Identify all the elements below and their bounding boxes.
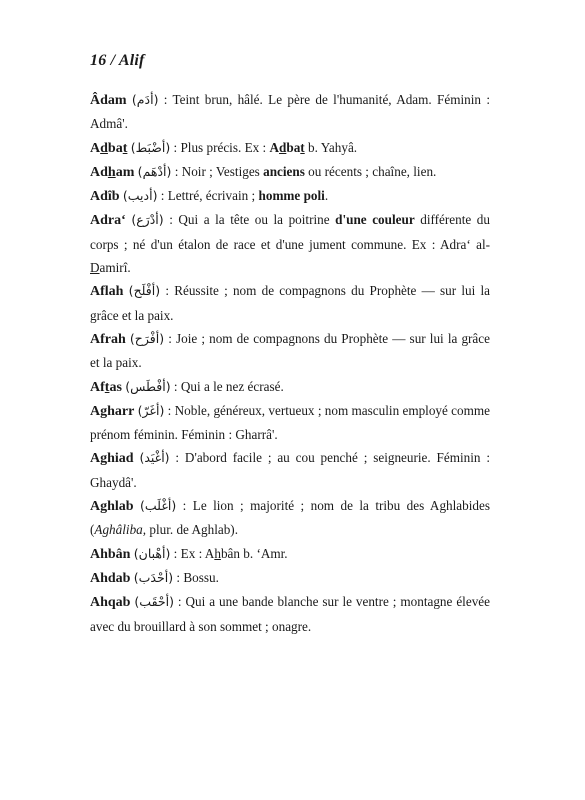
- entry-arabic: (أغَرّ): [137, 402, 165, 418]
- dictionary-page: [90, 52, 490, 638]
- entry-arabic: (أفْلَح): [128, 283, 161, 299]
- entry-arabic: (أفْطَس): [125, 378, 171, 394]
- entry-adbat: Adbat (أضْبَط) : Plus précis. Ex : Adbat b. Yahyâ.: [90, 139, 358, 156]
- entry-agharr: [90, 399, 490, 447]
- entry-arabic: (أدْهَم): [137, 163, 172, 179]
- entry-headword: Agharr: [90, 403, 135, 419]
- entry-definition: : Teint brun, hâlé. Le père de l'humanité, Adam. Féminin : Admâ'.: [90, 92, 490, 132]
- entry-ahqab: [90, 590, 490, 638]
- section-title: / Alif: [110, 52, 145, 69]
- entry-definition: : Noir ; Vestiges: [171, 163, 264, 179]
- entry-headword: Ahdab: [90, 570, 131, 586]
- entry-definition: : Ex : A: [170, 545, 215, 561]
- entry-adham: Adham (أدْهَم) : Noir ; Vestiges anciens ou récents ; chaîne, lien.: [90, 163, 437, 180]
- entry-arabic: (أدَم): [131, 92, 159, 107]
- entry-definition: : Noble, généreux, vertueux ; nom masculin employé comme prénom féminin. Féminin : Gharrâ'.: [90, 402, 490, 443]
- entry-headword: Adîb: [90, 189, 120, 205]
- entry-headword: Aghiad: [90, 451, 134, 467]
- entry-arabic: (أفْرَح): [129, 330, 165, 346]
- entry-definition: : Lettré, écrivain ;: [157, 188, 259, 204]
- entry-definition: : Bossu.: [173, 569, 219, 585]
- entry-headword: Aftas: [90, 379, 122, 395]
- entry-aghiad: [90, 446, 490, 494]
- entry-headword: Adra‘: [90, 213, 126, 229]
- entry-aghlab: Aghlab (أغْلَب) : Le lion ; majorité ; nom de la tribu des Aghlabides (Aghâliba, plur. de Aghlab).: [90, 498, 491, 538]
- entry-arabic: (أغْلَب): [140, 498, 177, 514]
- entry-arabic: (أضْبَط): [130, 139, 171, 155]
- entry-arabic: (أحْقَب): [134, 594, 174, 610]
- entry-headword: Ahqab: [90, 595, 131, 611]
- entry-adam: [90, 88, 490, 136]
- entry-headword: Adbat: [90, 140, 128, 156]
- entry-definition: : Réussite ; nom de compagnons du Prophète — sur lui la grâce et la paix.: [90, 283, 490, 323]
- example-name: Adbat: [269, 139, 305, 155]
- entry-headword: Afrah: [90, 331, 126, 347]
- entry-definition: : Qui a une bande blanche sur le ventre ; montagne élevée avec du brouillard à son sommet ; onagre.: [90, 594, 490, 634]
- entry-arabic: (أدْرَع): [131, 212, 164, 228]
- entry-definition: : Plus précis. Ex :: [170, 139, 270, 155]
- entry-aflah: [90, 279, 490, 327]
- entry-adib: Adîb (أديب) : Lettré, écrivain ; homme poli.: [90, 188, 329, 205]
- entry-headword: Aghlab: [90, 499, 134, 515]
- entry-definition: : D'abord facile ; au cou penché ; seigneurie. Féminin : Ghaydâ'.: [90, 450, 491, 490]
- entry-ahdab: [90, 566, 490, 590]
- entry-adra: Adra‘ (أدْرَع) : Qui a la tête ou la poitrine d'une couleur différente du corps ; né d'un étalon de race et d'une jument commune. Ex : Adra‘ al-Damirî.: [90, 212, 490, 276]
- entry-headword: Ahbân: [90, 546, 131, 562]
- entry-definition: : Qui a la tête ou la poitrine: [163, 212, 336, 228]
- entry-ahban: Ahbân (أهْبان) : Ex : Ahbân b. ‘Amr.: [90, 545, 288, 562]
- entry-arabic: (أغْيَد): [139, 450, 170, 466]
- entry-afrah: [90, 327, 490, 375]
- entry-headword: Adham: [90, 164, 135, 180]
- page-number: 16: [90, 52, 107, 69]
- entry-arabic: (أحْدَب): [133, 569, 174, 585]
- entry-headword: Aflah: [90, 284, 124, 300]
- entry-aftas: [90, 375, 490, 399]
- entry-definition: : Qui a le nez écrasé.: [170, 378, 284, 394]
- page-header: [90, 52, 490, 70]
- entry-arabic: (أديب): [122, 188, 158, 204]
- entry-definition: : Joie ; nom de compagnons du Prophète — sur lui la grâce et la paix.: [90, 330, 490, 371]
- entry-arabic: (أهْبان): [133, 545, 171, 561]
- entry-headword: Âdam: [90, 93, 127, 108]
- entry-definition: : Le lion ; majorité ; nom de la tribu des Aghlabides (: [90, 498, 491, 538]
